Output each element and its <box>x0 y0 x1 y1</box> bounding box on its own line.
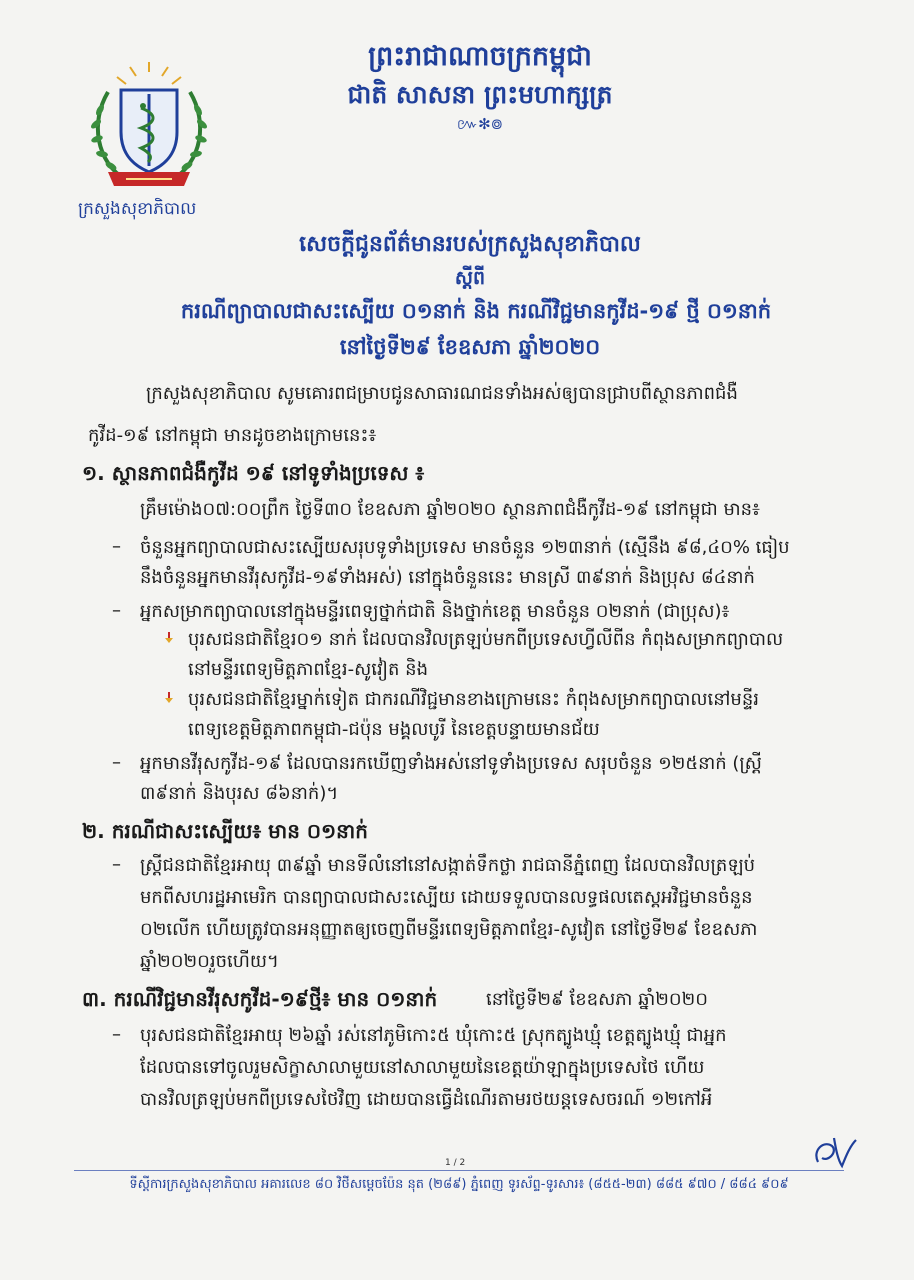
section-1-item-3-line-2: ៣៩នាក់ និងបុរស ៨៦នាក់)។ <box>140 783 339 804</box>
document-subject: ករណីព្យាបាលជាសះស្បើយ ០១នាក់ និង ករណីវិជ្ជមានកូវីដ-១៩ ថ្មី ០១នាក់ <box>180 299 772 323</box>
section-1-sub-2-line-2: ពេទ្យខេត្តមិត្តភាពកម្ពុជា-ជប៉ុន មង្គលបូរី នៃខេត្តបន្ទាយមានជ័យ <box>188 719 600 740</box>
section-2-line-1: ស្ត្រីជនជាតិខ្មែរអាយុ ៣៩ឆ្នាំ មានទីលំនៅនៅសង្កាត់ទឹកថ្លា រាជធានីភ្នំពេញ ដែលបានវិលត្រឡប់ <box>140 855 756 876</box>
kingdom-title: ព្រះរាជាណាចក្រកម្ពុជា <box>368 41 592 72</box>
section-3-heading-date: នៅថ្ងៃទី២៩ ខែឧសភា ឆ្នាំ២០២០ <box>486 989 708 1010</box>
arrow-bullet-icon <box>164 632 174 644</box>
section-2-line-2: មកពីសហរដ្ឋអាមេរិក បានព្យាបាលជាសះស្បើយ ដោយទទួលបានលទ្ធផលតេស្តអវិជ្ជមានចំនួន <box>140 887 753 908</box>
section-1-sub-1-line-2: នៅមន្ទីរពេទ្យមិត្តភាពខ្មែរ-សូវៀត និង <box>188 659 429 680</box>
intro-line-2: កូវីដ-១៩ នៅកម្ពុជា មានដូចខាងក្រោមនេះ៖ <box>88 425 377 446</box>
intro-line-1: ក្រសួងសុខាភិបាល សូមគោរពជម្រាបជូនសាធារណជនទាំងអស់ឲ្យបានជ្រាបពីស្ថានភាពជំងឺ <box>146 383 738 404</box>
list-dash: – <box>112 536 121 557</box>
ministry-caption: ក្រសួងសុខាភិបាល <box>78 199 197 219</box>
section-1-item-2: អ្នកសម្រាកព្យាបាលនៅក្នុងមន្ទីរពេទ្យថ្នាក់ជាតិ និងថ្នាក់ខេត្ត មានចំនួន ០២នាក់ (ជាប្រុស)៖ <box>140 601 730 622</box>
header-ornament: ៚✻៙ <box>456 115 504 133</box>
section-1-lead: គ្រឹមម៉ោង០៧:០០ព្រឹក ថ្ងៃទី៣០ ខែឧសភា ឆ្នាំ២០២០ ស្ថានភាពជំងឺកូវីដ-១៩ នៅកម្ពុជា មាន៖ <box>140 499 760 520</box>
section-1-sub-2-line-1: បុរសជនជាតិខ្មែរម្នាក់ទៀត ជាករណីវិជ្ជមានខាងក្រោមនេះ កំពុងសម្រាកព្យាបាលនៅមន្ទីរ <box>188 689 759 710</box>
document-title: សេចក្តីជូនព័ត៌មានរបស់ក្រសួងសុខាភិបាល <box>299 232 641 257</box>
footer-divider <box>74 1170 844 1171</box>
page-number: 1 / 2 <box>445 1158 466 1168</box>
list-dash: – <box>112 600 121 621</box>
national-motto: ជាតិ សាសនា ព្រះមហាក្សត្រ <box>347 80 613 109</box>
section-1-heading: ១. ស្ថានភាពជំងឺកូវីដ ១៩ នៅទូទាំងប្រទេស ៖ <box>82 461 425 485</box>
section-3-line-2: ដែលបានទៅចូលរួមសិក្ខាសាលាមួយនៅសាលាមួយនៃខេត្តយ៉ាឡាក្នុងប្រទេសថៃ ហើយ <box>140 1057 705 1078</box>
document-subtitle-about: ស្តីពី <box>454 267 486 289</box>
section-1-sub-1-line-1: បុរសជនជាតិខ្មែរ០១ នាក់ ដែលបានវិលត្រឡប់មកពីប្រទេសហ្វីលីពីន កំពុងសម្រាកព្យាបាល <box>188 629 784 650</box>
list-dash: – <box>112 1024 121 1045</box>
list-dash: – <box>112 854 121 875</box>
section-3-heading: ៣. ករណីវិជ្ជមានវីរុសកូវីដ-១៩ថ្មី៖ មាន ០១នាក់ <box>82 987 438 1011</box>
arrow-bullet-icon <box>164 692 174 704</box>
section-2-line-4: ឆ្នាំ២០២០រួចហើយ។ <box>140 951 279 972</box>
list-dash: – <box>112 752 121 773</box>
document-date: នៅថ្ងៃទី២៩ ខែឧសភា ឆ្នាំ២០២០ <box>339 335 601 359</box>
footer-address: ទីស្តីការក្រសួងសុខាភិបាល អគារលេខ ៨០ វិថីសម្តេចប៉ែន នុត (២៨៩) ភ្នំពេញ ទូរស័ព្ទ-ទូរសារ៖ (៨៥៥-២៣) ៨៨៥ ៩៧០ / ៨៨៤ ៩០៩ <box>129 1177 789 1192</box>
section-2-heading: ២. ករណីជាសះស្បើយ៖ មាន ០១នាក់ <box>82 819 368 843</box>
ministry-emblem-icon <box>86 62 212 192</box>
section-3-line-3: បានវិលត្រឡប់មកពីប្រទេសថៃវិញ ដោយបានធ្វើដំណើរតាមរថយន្តទេសចរណ៍ ១២កៅអី <box>140 1089 713 1110</box>
section-2-line-3: ០២លើក ហើយត្រូវបានអនុញ្ញាតឲ្យចេញពីមន្ទីរពេទ្យមិត្តភាពខ្មែរ-សូវៀត នៅថ្ងៃទី២៩ ខែឧសភា <box>140 919 758 940</box>
section-1-item-3-line-1: អ្នកមានវីរុសកូវីដ-១៩ ដែលបានរកឃើញទាំងអស់នៅទូទាំងប្រទេស សរុបចំនួន ១២៥នាក់ (ស្ត្រី <box>140 753 762 774</box>
initials-signature-icon <box>808 1132 862 1172</box>
section-1-item-1-line-1: ចំនួនអ្នកព្យាបាលជាសះស្បើយសរុបទូទាំងប្រទេស មានចំនួន ១២៣នាក់ (ស្មើនឹង ៩៨,៤០% ធៀប <box>140 537 790 558</box>
section-3-line-1: បុរសជនជាតិខ្មែរអាយុ ២៦ឆ្នាំ រស់នៅភូមិកោះ៥ ឃុំកោះ៥ ស្រុកត្បូងឃ្មុំ ខេត្តត្បូងឃ្មុំ ជាអ្នក <box>140 1025 727 1046</box>
section-1-item-1-line-2: នឹងចំនួនអ្នកមានវីរុសកូវីដ-១៩ទាំងអស់) នៅក្នុងចំនួននេះ មានស្រី ៣៩នាក់ និងប្រុស ៨៤នាក់ <box>140 567 755 588</box>
